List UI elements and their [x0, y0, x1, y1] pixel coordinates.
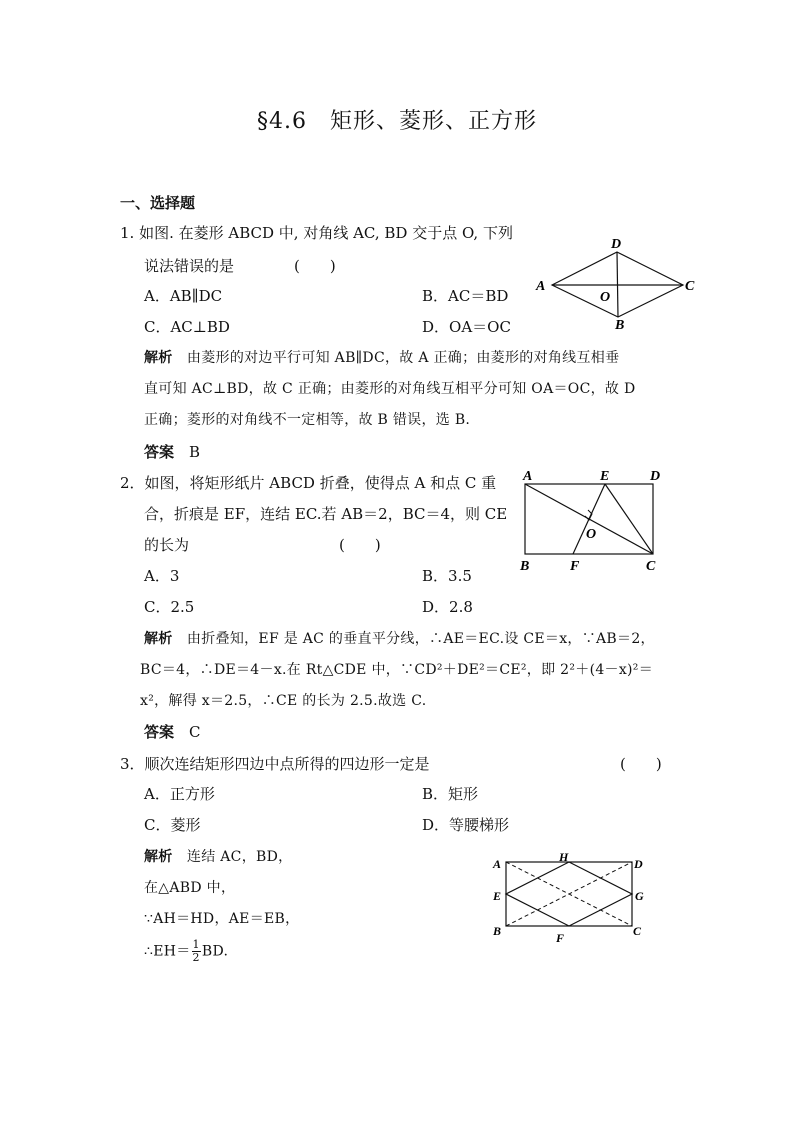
q1-solution-line2: 直可知 AC⊥BD，故 C 正确；由菱形的对角线互相平分可知 OA＝OC，故 D: [144, 381, 636, 397]
label-d: D: [611, 237, 622, 252]
q3-option-c: C．菱形: [144, 816, 201, 834]
label-g: G: [635, 889, 644, 903]
q2-rectangle-figure: [516, 466, 676, 576]
diagonal-bd: [617, 252, 618, 317]
q1-option-c: C．AC⊥BD: [144, 318, 230, 336]
q1-stem-line1: 1. 如图. 在菱形 ABCD 中, 对角线 AC, BD 交于点 O, 下列: [120, 224, 513, 242]
q3-solution-line2: 在△ABD 中，: [144, 880, 236, 896]
q3-option-b: B．矩形: [422, 785, 479, 803]
label-a: A: [523, 469, 533, 484]
label-d: D: [650, 469, 661, 484]
q1-solution-line3: 正确；菱形的对角线不一定相等，故 B 错误，选 B.: [144, 412, 471, 428]
label-b: B: [615, 318, 625, 333]
q3-bracket: ( ): [620, 755, 662, 773]
q1-solution-line1: 解析 由菱形的对边平行可知 AB∥DC，故 A 正确；由菱形的对角线互相垂: [144, 350, 620, 366]
q2-stem-line3: 的长为 ( ): [144, 536, 381, 554]
q3-midpoint-figure: [488, 848, 658, 948]
label-b: B: [520, 559, 530, 574]
q2-option-c: C．2.5: [144, 598, 195, 616]
q1-answer-value: B: [189, 443, 201, 461]
q3-option-d: D．等腰梯形: [422, 816, 510, 834]
label-e: E: [493, 889, 502, 903]
label-b: B: [493, 924, 502, 938]
q3-solution-line3: ∵AH＝HD，AE＝EB，: [144, 911, 300, 927]
q1-stem-line2: 说法错误的是 ( ): [144, 257, 336, 275]
q1-option-d: D．OA＝OC: [422, 318, 511, 336]
q1-rhombus-figure: [530, 234, 700, 334]
label-c: C: [633, 924, 642, 938]
q2-answer: [144, 721, 201, 742]
q3-solution-line4: ∴EH＝ $\frac{1}{2}$ BD.: [144, 938, 229, 964]
q2-stem-line1: 2．如图，将矩形纸片 ABCD 折叠，使得点 A 和点 C 重: [120, 474, 497, 492]
label-c: C: [685, 279, 695, 294]
q3-solution-label: 解析: [144, 849, 173, 865]
q1-option-b: B．AC＝BD: [422, 287, 509, 305]
q2-solution-line2: BC＝4，∴DE＝4－x.在 Rt△CDE 中，∵CD²＋DE²＝CE²，即 2²＋(4－x)²＝: [140, 662, 654, 678]
q2-solution-label: 解析: [144, 631, 173, 647]
segment-ec: [605, 484, 653, 554]
q2-option-a: A．3: [144, 567, 180, 585]
page-title: §4.6 矩形、菱形、正方形: [257, 109, 537, 134]
q1-solution-label: 解析: [144, 350, 173, 366]
q2-solution-line1: 解析 由折叠知，EF 是 AC 的垂直平分线，∴AE＝EC.设 CE＝x，∵AB＝2，: [144, 631, 655, 647]
q3-solution-line1: 解析 连结 AC，BD，: [144, 849, 293, 865]
section-heading: 一、选择题: [120, 194, 196, 212]
q2-answer-value: C: [189, 723, 201, 741]
label-a: A: [536, 279, 546, 294]
q2-option-b: B．3.5: [422, 567, 472, 585]
label-f: F: [556, 931, 565, 945]
q2-option-d: D．2.8: [422, 598, 473, 616]
q2-answer-label: 答案: [144, 723, 175, 741]
label-c: C: [646, 559, 656, 574]
label-d: D: [634, 857, 643, 871]
q3-option-a: A．正方形: [144, 785, 215, 803]
q2-solution-line3: x²，解得 x＝2.5，∴CE 的长为 2.5.故选 C.: [140, 693, 427, 709]
label-o: O: [600, 290, 611, 305]
q1-answer-label: 答案: [144, 443, 175, 461]
label-o: O: [586, 527, 597, 542]
q2-stem-line2: 合，折痕是 EF，连结 EC.若 AB＝2，BC＝4，则 CE: [144, 505, 508, 523]
label-f: F: [570, 559, 580, 574]
q1-answer: [144, 441, 200, 462]
label-e: E: [600, 469, 610, 484]
label-a: A: [493, 857, 502, 871]
fraction-one-half: $\frac{1}{2}$: [192, 938, 200, 964]
q1-option-a: A．AB∥DC: [144, 287, 223, 305]
q3-stem: 3．顺次连结矩形四边中点所得的四边形一定是: [120, 755, 430, 773]
label-h: H: [559, 850, 569, 864]
